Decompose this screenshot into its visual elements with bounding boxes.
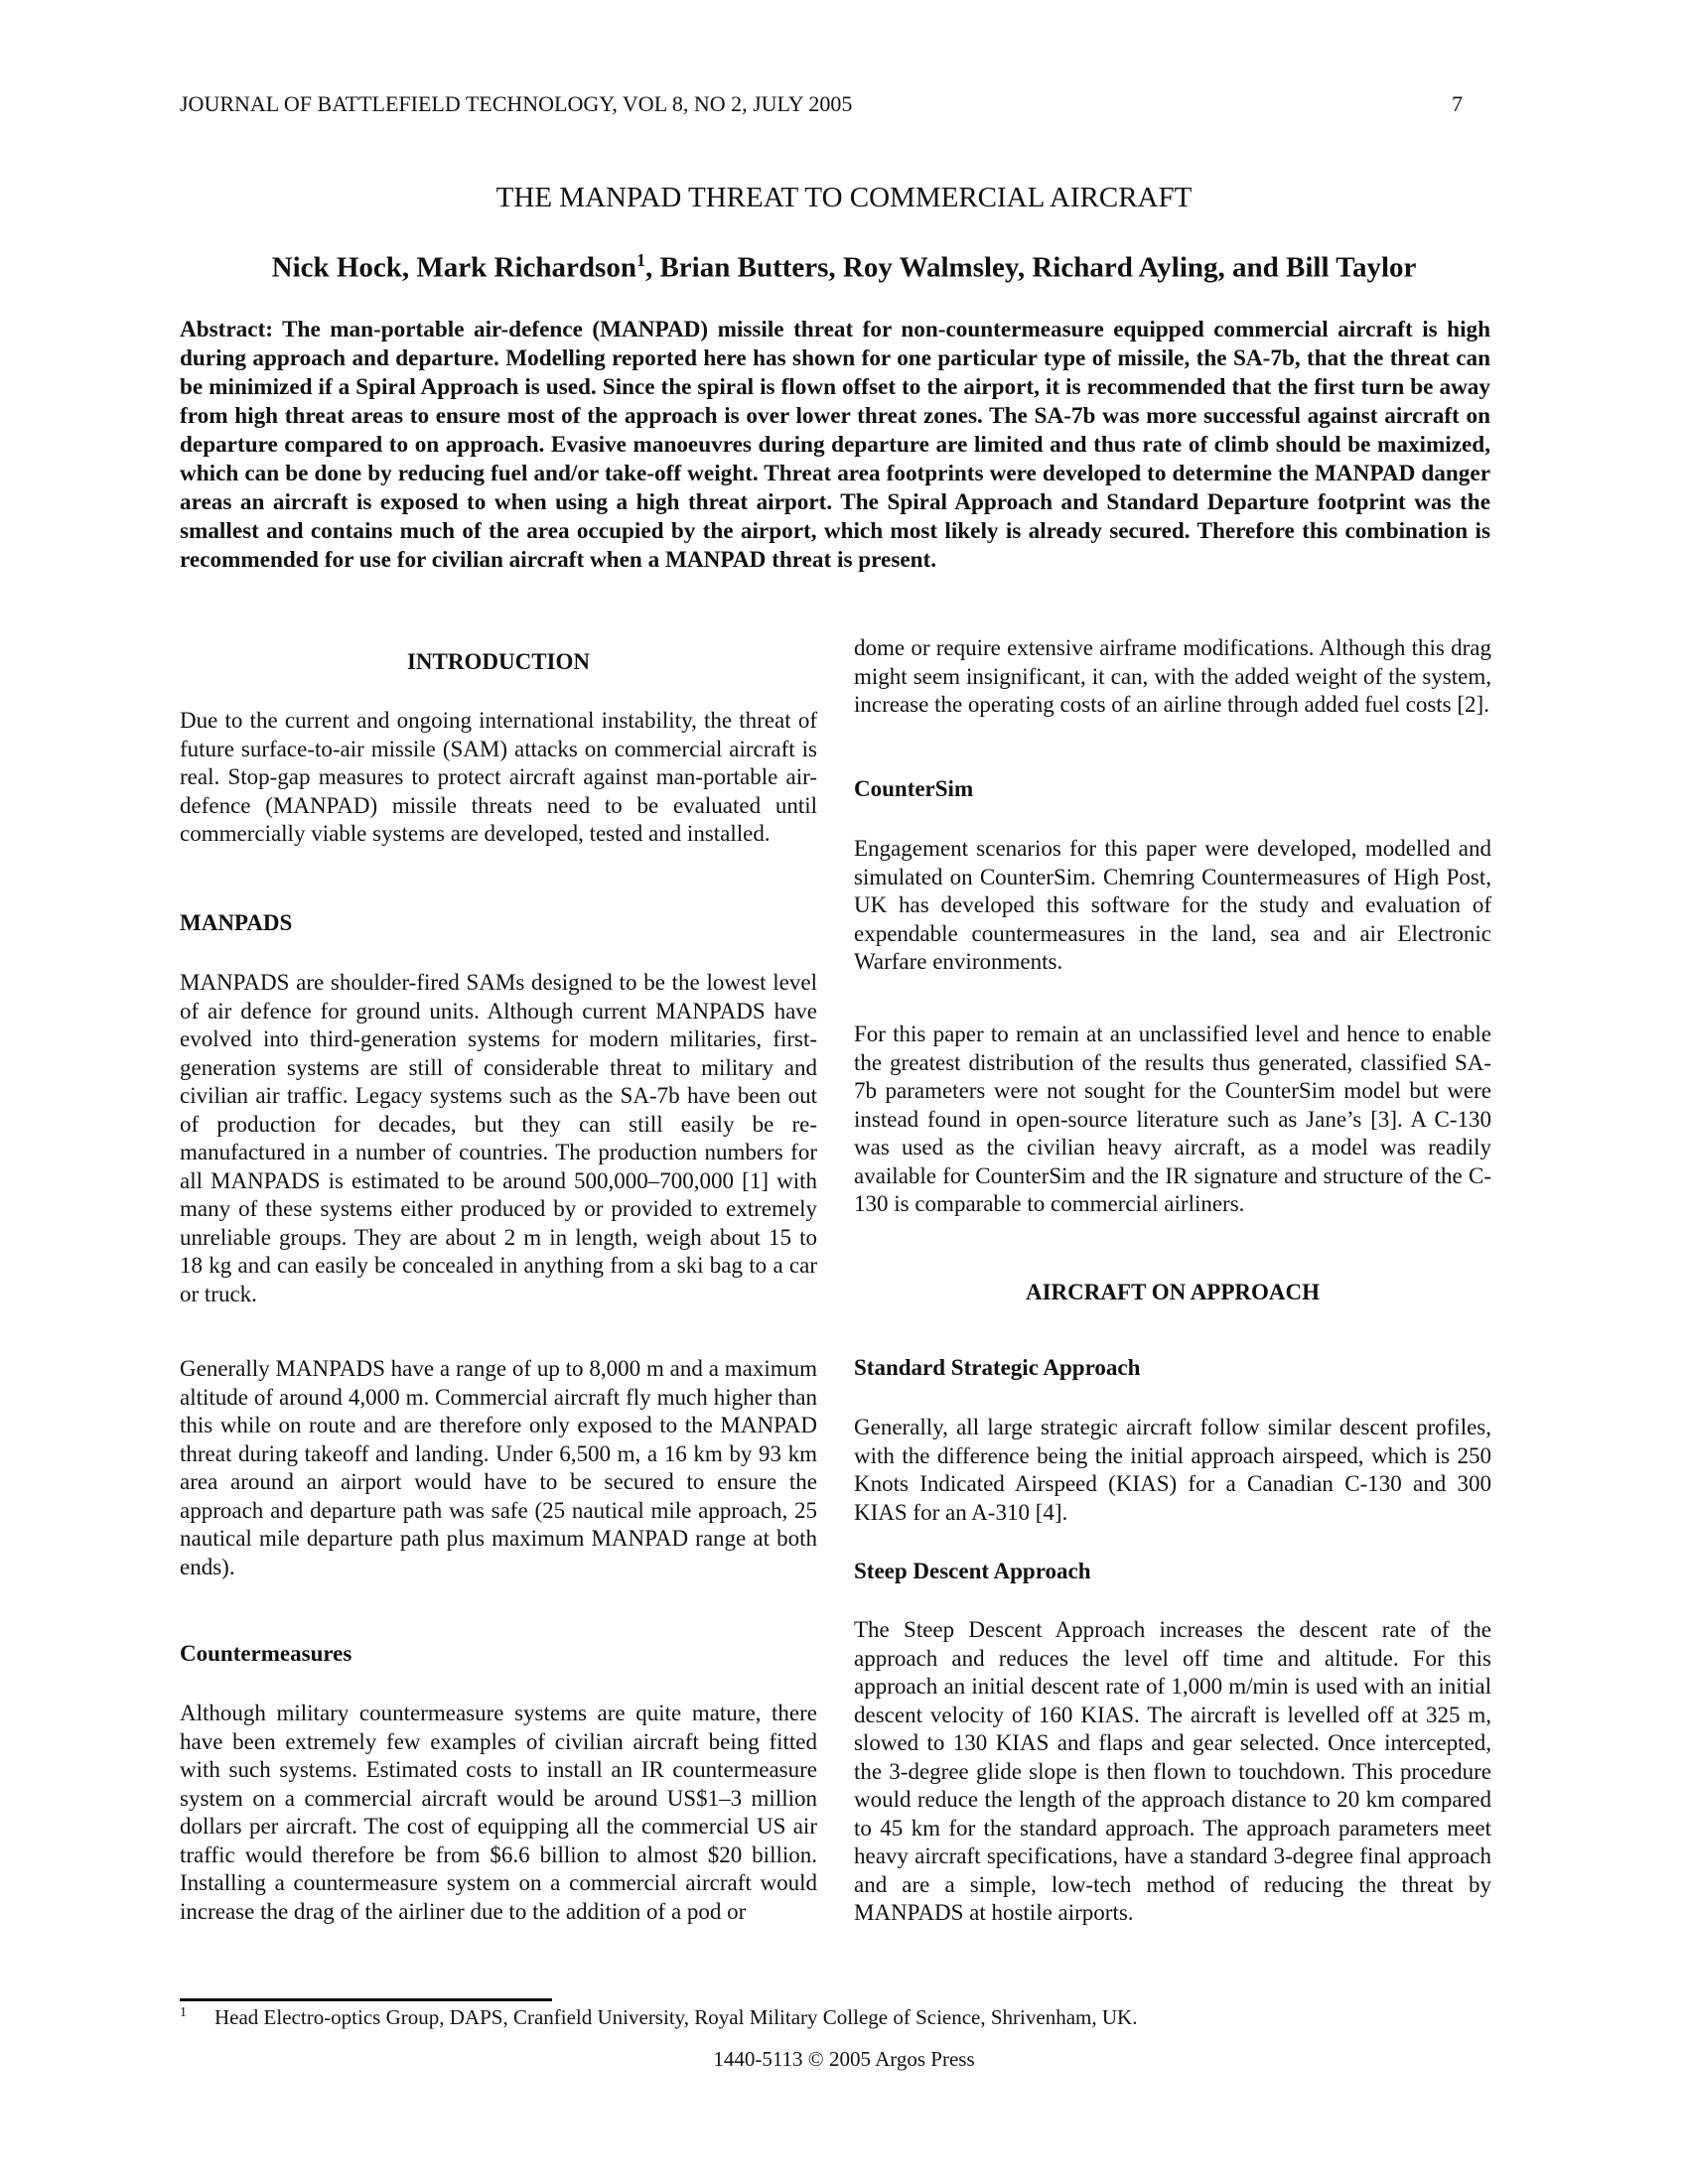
footnote-text: Head Electro-optics Group, DAPS, Cranfield University, Royal Military College of Science, Shrivenham, UK. (214, 2005, 1138, 2029)
section-heading-introduction: INTRODUCTION (406, 649, 591, 674)
paper-title: THE MANPAD THREAT TO COMMERCIAL AIRCRAFT (495, 182, 1193, 213)
subsection-heading-standard-strategic-approach: Standard Strategic Approach (854, 1355, 1141, 1380)
footnote (180, 2005, 1137, 2030)
subsection-heading-countermeasures: Countermeasures (180, 1641, 352, 1666)
subsection-heading-countersim: CounterSim (854, 776, 974, 801)
footnote-divider (180, 1998, 552, 2001)
author-list (0, 250, 1688, 285)
paragraph: Generally, all large strategic aircraft follow similar descent profiles, with the difference being the initial approach airspeed, which is 250 Knots Indicated Airspeed (KIAS) for a Canadian C-130 and 300 KIAS for an A-310 [4]. (854, 1415, 1491, 1525)
paragraph: For this paper to remain at an unclassified level and hence to enable the greatest distribution of the results thus generated, classified SA-7b parameters were not sought for the CounterSim model but were instead found in open-source literature such as Jane’s [3]. A C-130 was used as the civilian heavy aircraft, as a model was readily available for CounterSim and the IR signature and structure of the C-130 is comparable to commercial airliners. (854, 1022, 1491, 1216)
paragraph: The Steep Descent Approach increases the descent rate of the approach and reduces the level off time and altitude. For this approach an initial descent rate of 1,000 m/min is used with an initial descent velocity of 160 KIAS. The aircraft is levelled off at 325 m, slowed to 130 KIAS and flaps and gear selected. Once intercepted, the 3-degree glide slope is then flown to touchdown. This procedure would reduce the length of the approach distance to 20 km compared to 45 km for the standard approach. The approach parameters meet heavy aircraft specifications, have a standard 3-degree final approach and are a simple, low-tech method of reducing the threat by MANPADS at hostile airports. (854, 1617, 1491, 1925)
page-number: 7 (1452, 91, 1463, 116)
paragraph: MANPADS are shoulder-fired SAMs designed to be the lowest level of air defence for ground units. Although current MANPADS have evolved into third-generation systems for modern militaries, first-generation systems are still of considerable threat to military and civilian air traffic. Legacy systems such as the SA-7b have been out of production for decades, but they can still easily be re-manufactured in a number of countries. The production numbers for all MANPADS is estimated to be around 500,000–700,000 [1] with many of these systems either produced by or provided to extremely unreliable groups. They are about 2 m in length, weigh about 15 to 18 kg and can easily be concealed in anything from a ski bag to a car or truck. (180, 970, 817, 1306)
author-footnote-mark: 1 (635, 250, 645, 270)
paragraph: Although military countermeasure systems are quite mature, there have been extremely few examples of civilian aircraft being fitted with such systems. Estimated costs to install an IR countermeasure system on a commercial aircraft would be around US$1–3 million dollars per aircraft. The cost of equipping all the commercial US air traffic would therefore be from $6.6 billion to almost $20 billion. Installing a countermeasure system on a commercial aircraft would increase the drag of the airliner due to the addition of a pod or (180, 1701, 817, 1924)
abstract: Abstract: The man-portable air-defence (MANPAD) missile threat for non-countermeasure equipped commercial aircraft is high during approach and departure. Modelling reported here has shown for one particular type of missile, the SA-7b, that the threat can be minimized if a Spiral Approach is used. Since the spiral is flown offset to the airport, it is recommended that the first turn be away from high threat areas to ensure most of the approach is over lower threat zones. The SA-7b was more successful against aircraft on departure compared to on approach. Evasive manoeuvres during departure are limited and thus rate of climb should be maximized, which can be done by reducing fuel and/or take-off weight. Threat area footprints were developed to determine the MANPAD danger areas an aircraft is exposed to when using a high threat airport. The Spiral Approach and Standard Departure footprint was the smallest and contains much of the area occupied by the airport, which most likely is already secured. Therefore this combination is recommended for use for civilian aircraft when a MANPAD threat is present. (180, 317, 1490, 573)
paragraph: Engagement scenarios for this paper were developed, modelled and simulated on CounterSim. Chemring Countermeasures of High Post, UK has developed this software for the study and evaluation of expendable countermeasures in the land, sea and air Electronic Warfare environments. (854, 836, 1491, 974)
subsection-heading-steep-descent-approach: Steep Descent Approach (854, 1559, 1091, 1583)
authors-part-1: Nick Hock, Mark Richardson (271, 251, 636, 284)
running-header: JOURNAL OF BATTLEFIELD TECHNOLOGY, VOL 8, NO 2, JULY 2005 (180, 91, 853, 116)
authors-part-2: , Brian Butters, Roy Walmsley, Richard Ayling, and Bill Taylor (644, 251, 1417, 284)
paragraph: dome or require extensive airframe modifications. Although this drag might seem insignificant, it can, with the added weight of the system, increase the operating costs of an airline through added fuel costs [2]. (854, 635, 1491, 717)
subsection-heading-manpads: MANPADS (180, 910, 293, 935)
page-footer: 1440-5113 © 2005 Argos Press (713, 2047, 975, 2071)
paragraph: Generally MANPADS have a range of up to 8,000 m and a maximum altitude of around 4,000 m. Commercial aircraft fly much higher than this while on route and are therefore only exposed to the MANPAD threat during takeoff and landing. Under 6,500 m, a 16 km by 93 km area around an airport would have to be secured to ensure the approach and departure path was safe (25 nautical mile approach, 25 nautical mile departure path plus maximum MANPAD range at both ends). (180, 1356, 817, 1579)
paragraph: Due to the current and ongoing international instability, the threat of future surface-to-air missile (SAM) attacks on commercial aircraft is real. Stop-gap measures to protect aircraft against man-portable air-defence (MANPAD) missile threats need to be evaluated until commercially viable systems are developed, tested and installed. (180, 708, 817, 846)
section-heading-aircraft-on-approach: AIRCRAFT ON APPROACH (1025, 1280, 1321, 1304)
footnote-mark: 1 (180, 2005, 187, 2020)
